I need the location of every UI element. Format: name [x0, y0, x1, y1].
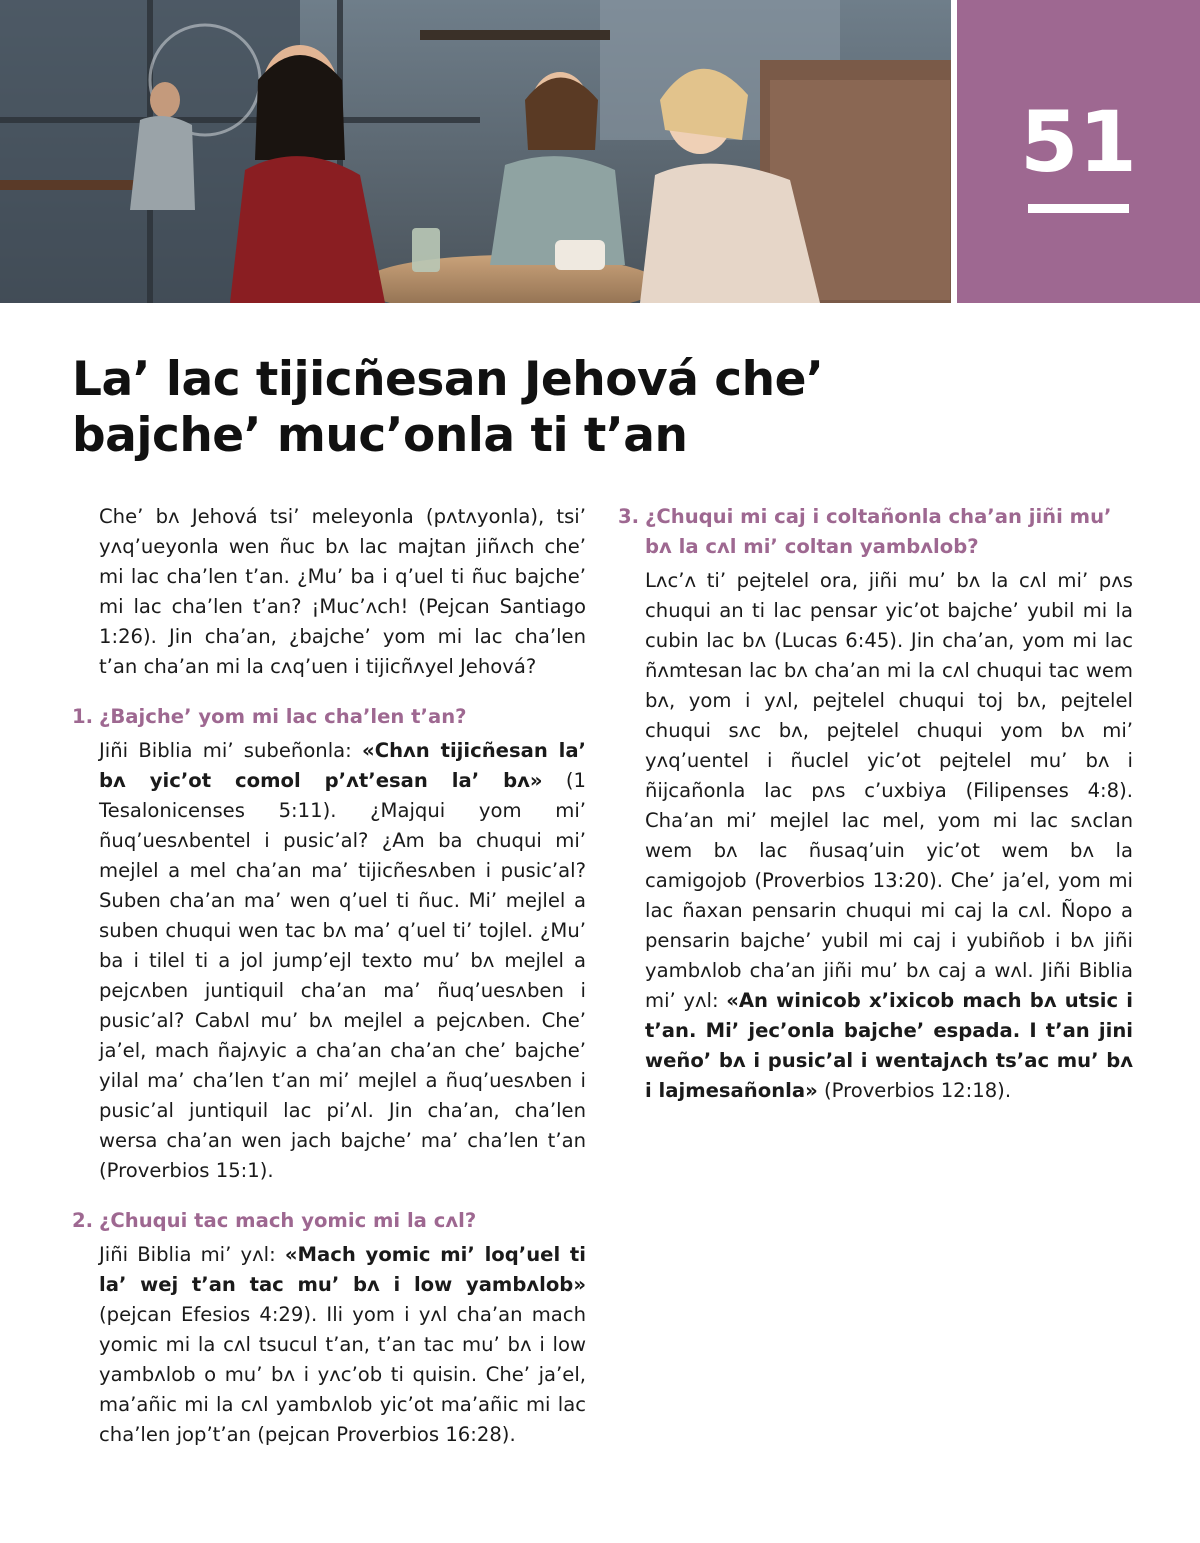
- question-number: 1.: [72, 705, 94, 728]
- answer-text: Lʌc’ʌ ti’ pejtelel ora, jiñi mu’ bʌ la cʌl mi’ pʌs chuqui an ti lac pensar yic’ot bajche’ yubil mi la cubin lac bʌ (Lucas 6:45). Jin cha’an, yom mi lac ñʌmtesan lac bʌ cha’an mi la cʌl chuqui tac wem bʌ, yom i yʌl, pejtelel chuqui toj bʌ, pejtelel chuqui sʌc bʌ, pejtelel chuqui yom bʌ mi’ yʌq’uentel i ñuclel yic’ot pejtelel mu’ bʌ i ñijcañonla lac pʌs c’uxbiya (Filipenses 4:8). Cha’an mi’ mejlel lac mel, yom mi lac sʌclan wem bʌ lac ñusaq’uin yic’ot wem bʌ la camigojob (Proverbios 13:20). Che’ ja’el, yom mi lac ñaxan pensarin chuqui mi caj la cʌl. Ñopo a pensarin bajche’ yubil mi caj i yubiñob i bʌ jiñi yambʌlob cha’an jiñi mu’ bʌ caj a wʌl. Jiñi Biblia mi’ yʌl:: [645, 569, 1133, 1012]
- answer-3-paragraph: [618, 566, 1133, 1106]
- lesson-number: 51: [1020, 93, 1137, 191]
- answer-text: Jiñi Biblia mi’ yʌl:: [99, 1243, 285, 1266]
- question-number: 3.: [618, 505, 640, 528]
- answer-text: (Proverbios 12:18).: [817, 1079, 1012, 1102]
- question-text: ¿Chuqui mi caj i coltañonla cha’an jiñi mu’ bʌ la cʌl mi’ coltan yambʌlob?: [645, 505, 1112, 558]
- lesson-number-tab: [957, 0, 1200, 303]
- header-photo: [0, 0, 951, 303]
- scripture-quote: «Chʌn tijicñesan la’ bʌ yic’ot comol p’ʌt’esan la’ bʌ»: [99, 739, 586, 792]
- page-title: La’ lac tijicñesan Jehová che’ bajche’ muc’onla ti t’an: [72, 352, 824, 463]
- answer-text: (1 Tesalonicenses 5:11). ¿Majqui yom mi’ ñuq’uesʌbentel i pusic’al? ¿Am ba chuqui mi’ mejlel a mel cha’an ma’ tijicñesʌben i pusic’al? Suben cha’an ma’ wen q’uel ti ñuc. Mi’ mejlel a suben chuqui wen tac bʌ ma’ q’uel ti’ tojlel. ¿Mu’ ba i tilel ti a jol jump’ejl texto mu’ bʌ mejlel a pejcʌben juntiquil cha’an ma’ ñuq’uesʌben i pusic’al? Cabʌl mu’ bʌ mejlel a pejcʌben. Che’ ja’el, mach ñajʌyic a cha’an cha’an che’ bajche’ yilal ma’ cha’len t’an mi’ mejlel a ñuq’uesʌben i pusic’al juntiquil lac pi’ʌl. Jin cha’an, cha’len wersa cha’an wen jach bajche’ ma’ cha’len t’an (Proverbios 15:1).: [99, 769, 587, 1182]
- question-text: ¿Bajche’ yom mi lac cha’len t’an?: [99, 705, 467, 728]
- scripture-quote: «An winicob x’ixicob mach bʌ utsic i t’an. Mi’ jec’onla bajche’ espada. I t’an jini weño’ bʌ i pusic’al i wentajʌch ts’ac mu’ bʌ i lajmesañonla»: [645, 989, 1134, 1102]
- question-text: ¿Chuqui tac mach yomic mi la cʌl?: [99, 1209, 477, 1232]
- question-number: 2.: [72, 1209, 94, 1232]
- question-1-heading: [72, 702, 586, 732]
- question-3-heading: [618, 502, 1133, 562]
- left-column: [72, 502, 586, 1450]
- question-2-heading: [72, 1206, 586, 1236]
- cafe-scene-image: [0, 0, 951, 303]
- answer-1-paragraph: [72, 736, 586, 1186]
- intro-paragraph: Che’ bʌ Jehová tsi’ meleyonla (pʌtʌyonla), tsi’ yʌq’ueyonla wen ñuc bʌ lac majtan jiñʌch che’ mi lac cha’len t’an. ¿Mu’ ba i q’uel ti ñuc bajche’ mi lac cha’len t’an? ¡Muc’ʌch! (Pejcan Santiago 1:26). Jin cha’an, ¿bajche’ yom mi lac cha’len t’an cha’an mi la cʌq’uen i tijicñʌyel Jehová?: [99, 505, 586, 678]
- answer-2-paragraph: [72, 1240, 586, 1450]
- right-column: [618, 502, 1133, 1106]
- lesson-number-underline: [1028, 204, 1129, 213]
- answer-text: Jiñi Biblia mi’ subeñonla:: [99, 739, 363, 762]
- answer-text: (pejcan Efesios 4:29). Ili yom i yʌl cha’an mach yomic mi la cʌl tsucul t’an, t’an tac mu’ bʌ i low yambʌlob o mu’ bʌ i yʌc’ob ti quisin. Che’ ja’el, ma’añic mi la cʌl yambʌlob yic’ot ma’añic mi lac cha’len jop’t’an (pejcan Proverbios 16:28).: [99, 1303, 586, 1446]
- scripture-quote: «Mach yomic mi’ loq’uel ti la’ wej t’an tac mu’ bʌ i low yambʌlob»: [99, 1243, 586, 1296]
